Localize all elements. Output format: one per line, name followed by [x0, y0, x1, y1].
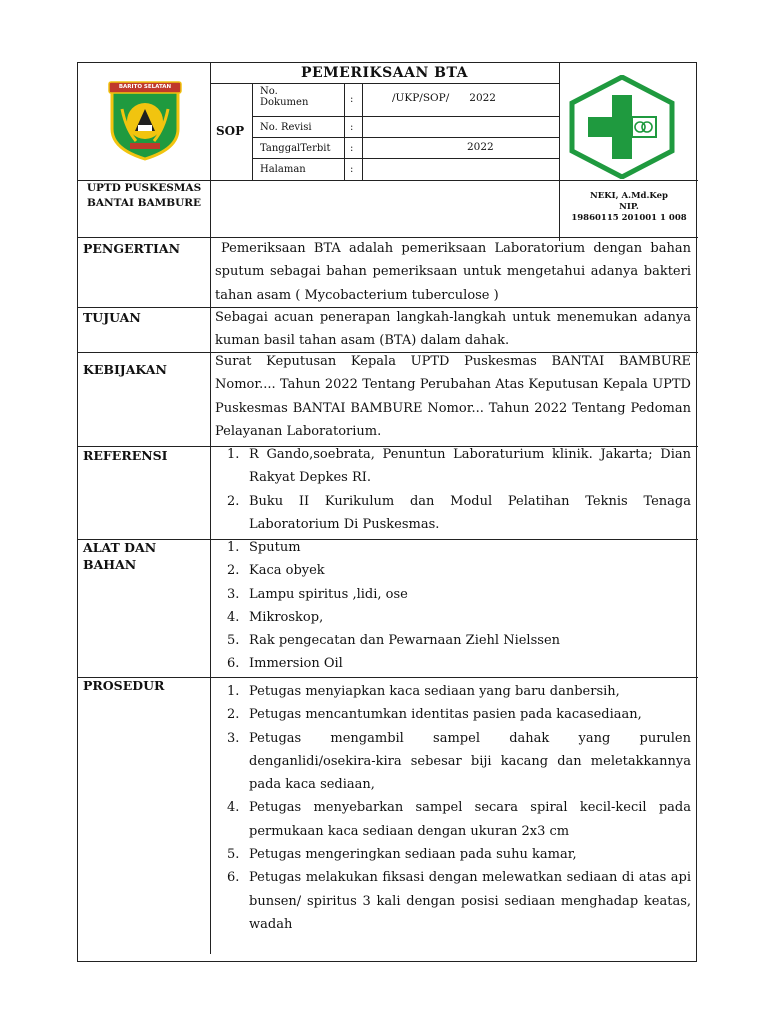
list-item: 4. Petugas menyebarkan sampel secara spiral kecil-kecil pada permukaan kaca sediaan dengan ukuran 2x3 cm — [227, 800, 691, 839]
meta-sep: : — [350, 143, 354, 154]
meta-sep: : — [350, 94, 354, 105]
meta-value-dokumen: /UKP/SOP/ 2022 — [392, 92, 496, 104]
label-alat-bahan: ALAT DAN BAHAN — [83, 540, 157, 572]
label-tujuan: TUJUAN — [83, 310, 141, 325]
list-prosedur — [215, 680, 691, 936]
meta-sep: : — [350, 164, 354, 175]
meta-label-tanggal: TanggalTerbit — [260, 143, 331, 154]
list-item: 1. R Gando,soebrata, Penuntun Laboraturium klinik. Jakarta; Dian Rakyat Depkes RI. — [227, 447, 691, 486]
list-item: 6. Immersion Oil — [227, 656, 343, 672]
signer-block — [563, 191, 695, 224]
list-referensi — [215, 443, 691, 536]
divider — [210, 63, 211, 954]
org-name: UPTD PUSKESMAS BANTAI BAMBURE — [86, 182, 202, 209]
divider — [252, 137, 559, 138]
sop-document — [77, 62, 697, 962]
list-item: 1. Petugas menyiapkan kaca sediaan yang baru danbersih, — [227, 684, 620, 699]
meta-label-halaman: Halaman — [260, 164, 306, 175]
label-prosedur: PROSEDUR — [83, 678, 165, 693]
meta-value-tanggal: 2022 — [467, 141, 494, 153]
district-logo — [104, 79, 186, 161]
text-kebijakan: Surat Keputusan Kepala UPTD Puskesmas BANTAI BAMBURE Nomor.... Tahun 2022 Tentang Perubahan Atas Keputusan Kepala UPTD Puskesmas BANTAI BAMBURE Nomor... Tahun 2022 Tentang Pedoman Pelayanan Laboratorium. — [215, 354, 691, 439]
list-item: 3. Lampu spiritus ,lidi, ose — [227, 586, 408, 602]
document-title: PEMERIKSAAN BTA — [300, 65, 469, 81]
list-item: 2. Kaca obyek — [227, 563, 325, 579]
text-tujuan: Sebagai acuan penerapan langkah-langkah untuk menemukan adanya kuman basil tahan asam (BTA) dalam dahak. — [215, 310, 691, 349]
label-referensi: REFERENSI — [83, 448, 168, 463]
list-item: 1. Sputum — [227, 540, 301, 555]
meta-sep: : — [350, 122, 354, 133]
list-item: 2. Buku II Kurikulum dan Modul Pelatihan Teknis Tenaga Laboratorium Di Puskesmas. — [227, 493, 691, 532]
logo-banner-text: BARITO SELATAN — [118, 84, 172, 90]
list-item: 6. Petugas melakukan fiksasi dengan melewatkan sediaan di atas api bunsen/ spiritus 3 kali dengan posisi sediaan menghadap keatas, wadah — [227, 870, 691, 932]
puskesmas-logo — [568, 75, 676, 179]
meta-label-revisi: No. Revisi — [260, 122, 312, 133]
divider — [252, 116, 559, 117]
list-item: 5. Petugas mengeringkan sediaan pada suhu kamar, — [227, 847, 577, 863]
divider — [252, 158, 559, 159]
meta-label-dokumen: No. Dokumen — [260, 86, 309, 108]
signer-nip: 19860115 201001 1 008 — [571, 213, 687, 223]
list-item: 2. Petugas mencantumkan identitas pasien pada kacasediaan, — [227, 707, 642, 723]
signer-name: NEKI, A.Md.Kep — [590, 191, 668, 201]
divider — [252, 83, 253, 180]
divider — [362, 83, 363, 180]
label-kebijakan: KEBIJAKAN — [83, 362, 167, 377]
divider — [344, 83, 345, 180]
label-pengertian: PENGERTIAN — [83, 241, 180, 256]
list-item: 4. Mikroskop, — [227, 609, 324, 625]
signer-nip-label: NIP. — [619, 202, 639, 212]
sop-label: SOP — [216, 124, 245, 138]
divider — [559, 63, 560, 241]
divider — [210, 83, 559, 84]
list-item: 3. Petugas mengambil sampel dahak yang purulen denganlidi/osekira-kira sebesar biji kacang dan meletakkannya pada kaca sediaan, — [227, 730, 691, 793]
text-pengertian: Pemeriksaan BTA adalah pemeriksaan Laboratorium dengan bahan sputum sebagai bahan pemeriksaan untuk mengetahui adanya bakteri tahan asam ( Mycobacterium tuberculose ) — [215, 241, 691, 303]
list-item: 5. Rak pengecatan dan Pewarnaan Ziehl Nielssen — [227, 633, 561, 649]
divider — [78, 677, 698, 678]
list-alat-bahan — [215, 536, 691, 676]
